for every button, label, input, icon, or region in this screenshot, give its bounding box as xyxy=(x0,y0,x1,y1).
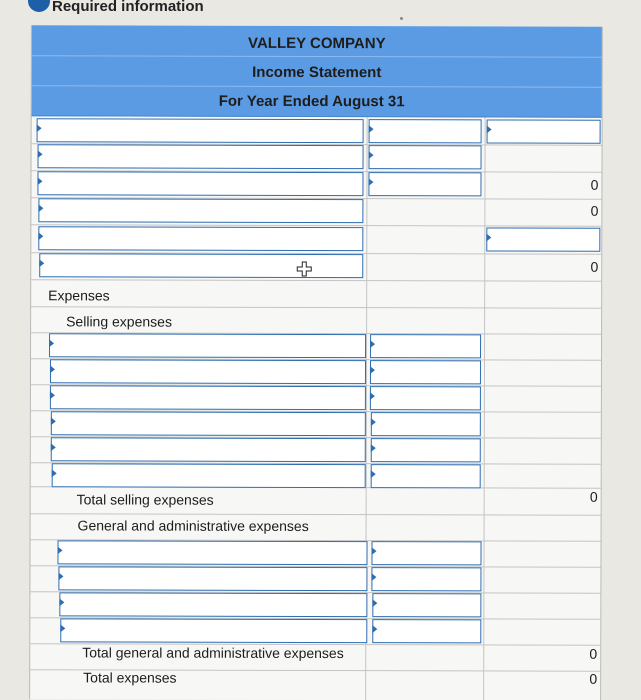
row-divider xyxy=(31,279,601,281)
selling-expenses-label: Selling expenses xyxy=(66,313,172,330)
ga-expense-amount-input-3[interactable] xyxy=(372,593,481,617)
required-info-badge xyxy=(28,0,50,12)
total-expenses-label: Total expenses xyxy=(83,669,177,686)
revenue-amount-input-2[interactable] xyxy=(369,145,482,169)
ga-expense-label-input-1[interactable] xyxy=(57,540,367,565)
header-divider xyxy=(32,85,602,87)
total-selling-expenses-label: Total selling expenses xyxy=(76,491,214,508)
move-cursor-icon xyxy=(296,261,312,277)
statement-period: For Year Ended August 31 xyxy=(218,92,405,111)
selling-expense-amount-input-5[interactable] xyxy=(371,438,481,462)
header-divider xyxy=(32,55,602,57)
revenue-label-input-6[interactable] xyxy=(39,253,363,278)
revenue-label-input-2[interactable] xyxy=(38,144,364,169)
selling-expense-amount-input-3[interactable] xyxy=(370,386,481,410)
revenue-label-input-5[interactable] xyxy=(38,226,363,251)
revenue-amount-input-3[interactable] xyxy=(368,172,481,196)
statement-header xyxy=(32,25,602,117)
total-ga-expenses-value: 0 xyxy=(589,645,598,662)
required-info-title: Required information xyxy=(52,0,204,15)
revenue-label-input-1[interactable] xyxy=(37,118,364,143)
selling-expense-label-input-4[interactable] xyxy=(51,411,366,436)
row4-total: 0 xyxy=(590,202,599,219)
selling-expense-amount-input-4[interactable] xyxy=(371,412,481,436)
total-ga-expenses-label: Total general and administrative expenses xyxy=(82,644,344,662)
row-divider xyxy=(31,306,601,308)
ga-expense-amount-input-1[interactable] xyxy=(371,541,481,565)
revenue-total-input-1[interactable] xyxy=(487,119,601,143)
selling-expense-label-input-5[interactable] xyxy=(51,437,366,462)
row6-total: 0 xyxy=(590,258,599,275)
ga-expense-label-input-4[interactable] xyxy=(60,618,367,643)
selling-expense-amount-input-2[interactable] xyxy=(370,360,481,384)
ga-expense-label-input-2[interactable] xyxy=(58,566,367,591)
total-expenses-value: 0 xyxy=(589,670,598,687)
expenses-label: Expenses xyxy=(48,287,110,304)
row3-total: 0 xyxy=(590,176,599,193)
general-admin-expenses-label: General and administrative expenses xyxy=(77,517,309,534)
selling-expense-label-input-2[interactable] xyxy=(50,359,366,384)
ga-expense-label-input-3[interactable] xyxy=(59,592,367,617)
total-selling-expenses-value: 0 xyxy=(589,488,598,505)
ga-expense-amount-input-2[interactable] xyxy=(371,567,481,591)
revenue-label-input-4[interactable] xyxy=(38,198,363,223)
revenue-label-input-3[interactable] xyxy=(37,171,363,196)
selling-expense-amount-input-1[interactable] xyxy=(370,334,481,358)
row-divider xyxy=(31,513,601,515)
income-statement-sheet xyxy=(29,25,603,700)
selling-expense-label-input-6[interactable] xyxy=(52,463,366,488)
company-name: VALLEY COMPANY xyxy=(248,34,386,53)
ga-expense-amount-input-4[interactable] xyxy=(372,619,481,643)
revenue-amount-input-1[interactable] xyxy=(369,119,482,143)
statement-title: Income Statement xyxy=(252,63,382,82)
selling-expense-label-input-3[interactable] xyxy=(50,385,366,410)
selling-expense-amount-input-6[interactable] xyxy=(371,464,481,488)
revenue-total-input-5[interactable] xyxy=(486,227,600,251)
selling-expense-label-input-1[interactable] xyxy=(49,333,366,358)
dust-dot xyxy=(400,17,403,20)
